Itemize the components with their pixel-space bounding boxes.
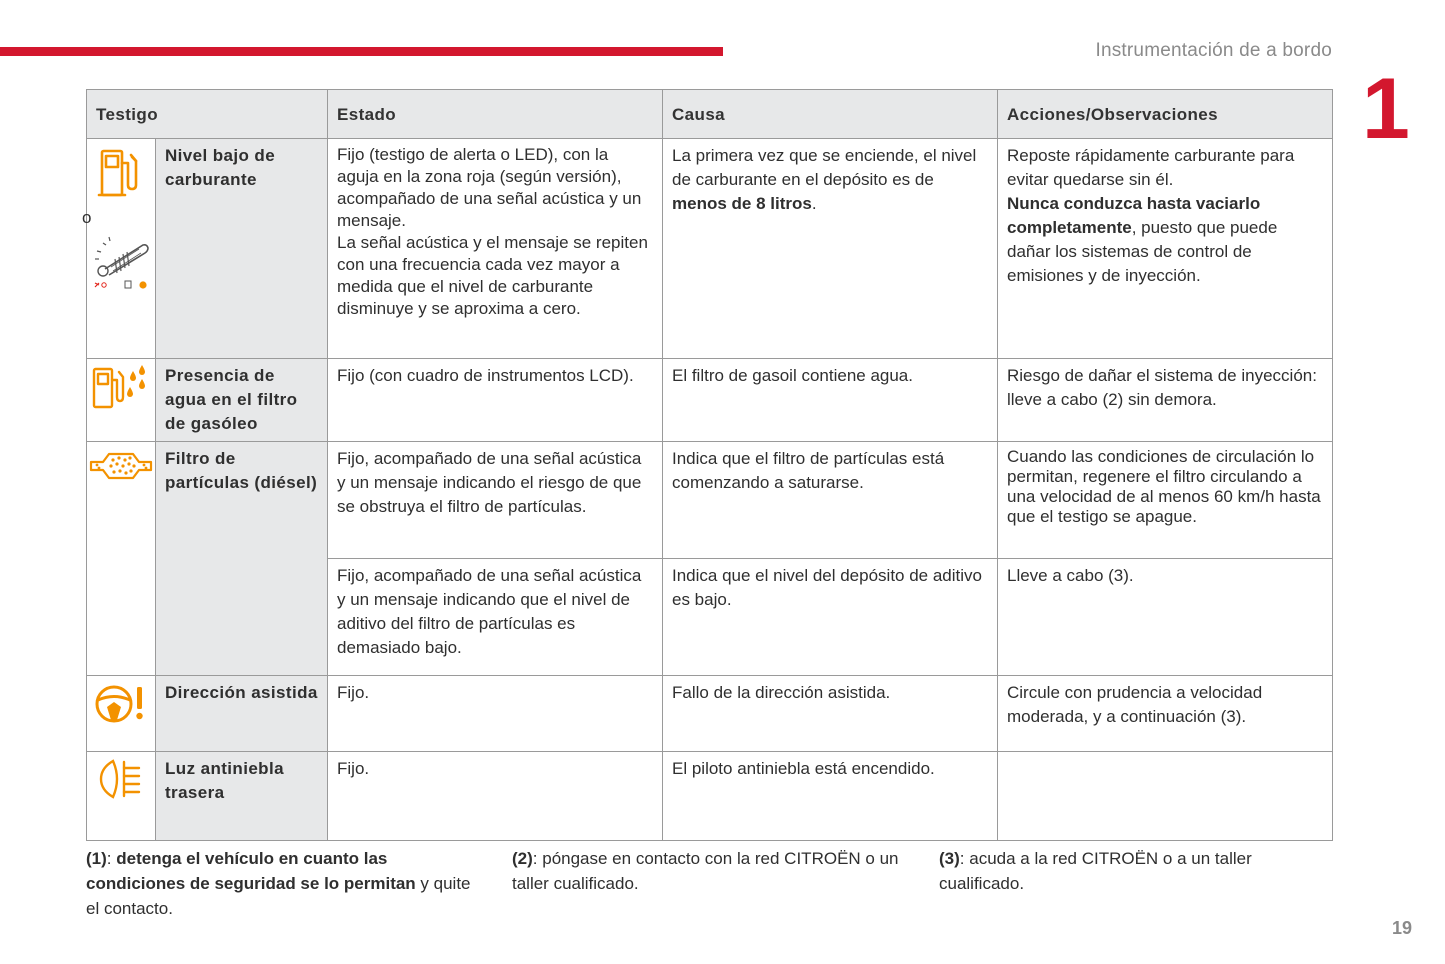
causa-cell: El filtro de gasoil contiene agua. [663, 359, 998, 442]
header-red-bar [0, 47, 723, 56]
causa-cell: Indica que el nivel del depósito de aditivo es bajo. [663, 559, 998, 676]
water-in-fuel-icon [90, 363, 152, 411]
causa-cell [663, 139, 998, 359]
estado-text-2: La señal acústica y el mensaje se repiten con una frecuencia cada vez mayor a medida que el nivel de carburante disminuye y se aproxima a cero. [337, 233, 648, 318]
accion-cell [998, 139, 1333, 359]
estado-cell: Fijo (con cuadro de instrumentos LCD). [328, 359, 663, 442]
causa-cell: El piloto antiniebla está encendido. [663, 752, 998, 841]
estado-cell [328, 139, 663, 359]
power-steering-warning-icon [93, 680, 149, 728]
accion-text-2: , puesto que puede dañar los sistemas de control de emisiones y de inyección. [1007, 218, 1278, 285]
estado-cell: Fijo. [328, 676, 663, 752]
footnote-text: póngase en contacto con la red CITROËN o un taller cualificado. [512, 849, 899, 893]
footnote-ref: (2) [512, 849, 533, 868]
causa-bold: menos de 8 litros [672, 194, 812, 213]
footnote-text: acuda a la red CITROËN o a un taller cualificado. [939, 849, 1252, 893]
fuel-pump-icon [96, 143, 146, 203]
table-row [87, 139, 1333, 359]
particle-filter-icon [89, 446, 153, 486]
rear-fog-light-icon [97, 756, 145, 802]
icon-cell [82, 139, 156, 359]
accion-cell: Circule con prudencia a velocidad moderada, y a continuación (3). [998, 676, 1333, 752]
accion-cell [998, 752, 1333, 841]
estado-text: Fijo (testigo de alerta o LED), con la aguja en la zona roja (según versión), acompañado de una señal acústica y un mensaje. [337, 145, 642, 230]
icon-cell [87, 442, 156, 676]
warning-name: Filtro de partículas (diésel) [156, 442, 328, 676]
chapter-number: 1 [1362, 61, 1410, 157]
accion-bold: Nunca conduzca hasta vaciarlo completamente [1007, 194, 1261, 237]
footnote-bold-text: detenga el vehículo en cuanto las condiciones de seguridad se lo permitan [86, 849, 416, 893]
table-row [87, 442, 1333, 559]
warning-name: Luz antiniebla trasera [156, 752, 328, 841]
warning-name: Dirección asistida [156, 676, 328, 752]
causa-end: . [811, 194, 817, 213]
section-title: Instrumentación de a bordo [1095, 40, 1332, 61]
footnote-text: y quite el contacto. [86, 874, 471, 918]
causa-text: La primera vez que se enciende, el nivel de carburante en el depósito es de [672, 146, 977, 189]
estado-cell: Fijo. [328, 752, 663, 841]
icon-cell [87, 752, 156, 841]
icon-separator: o [82, 208, 92, 227]
footnote-1 [86, 846, 486, 921]
estado-cell: Fijo, acompañado de una señal acústica y un mensaje indicando que el nivel de aditivo del filtro de partículas es demasiado bajo. [328, 559, 663, 676]
footnote-ref: (1) [86, 849, 107, 868]
icon-cell [87, 676, 156, 752]
header-acciones: Acciones/Observaciones [998, 90, 1333, 139]
header-estado: Estado [328, 90, 663, 139]
causa-cell: Indica que el filtro de partículas está comenzando a saturarse. [663, 442, 998, 559]
table-header-row [87, 90, 1333, 139]
icon-cell [87, 359, 156, 442]
fuel-gauge-icon [91, 229, 151, 297]
page-number: 19 [1391, 918, 1412, 938]
table-row [87, 676, 1333, 752]
warning-name: Presencia de agua en el filtro de gasóleo [156, 359, 328, 442]
footnote-sep: : [532, 849, 543, 868]
footnote-sep: : [959, 849, 970, 868]
warning-lights-table [82, 89, 1333, 841]
footnote-sep: : [106, 849, 117, 868]
accion-cell: Lleve a cabo (3). [998, 559, 1333, 676]
header-testigo: Testigo [87, 90, 328, 139]
accion-cell: Riesgo de dañar el sistema de inyección: lleve a cabo (2) sin demora. [998, 359, 1333, 442]
causa-cell: Fallo de la dirección asistida. [663, 676, 998, 752]
table-row [87, 359, 1333, 442]
header-causa: Causa [663, 90, 998, 139]
accion-cell: Cuando las condiciones de circulación lo permitan, regenere el filtro circulando a una velocidad de al menos 60 km/h hasta que el testigo se apague. [998, 442, 1333, 559]
accion-text: Reposte rápidamente carburante para evitar quedarse sin él. [1007, 146, 1295, 189]
estado-cell: Fijo, acompañado de una señal acústica y un mensaje indicando el riesgo de que se obstruya el filtro de partículas. [328, 442, 663, 559]
warning-name: Nivel bajo de carburante [156, 139, 328, 359]
footnote-2 [512, 846, 912, 896]
table-row [87, 752, 1333, 841]
footnote-3 [939, 846, 1332, 896]
footnote-ref: (3) [939, 849, 960, 868]
